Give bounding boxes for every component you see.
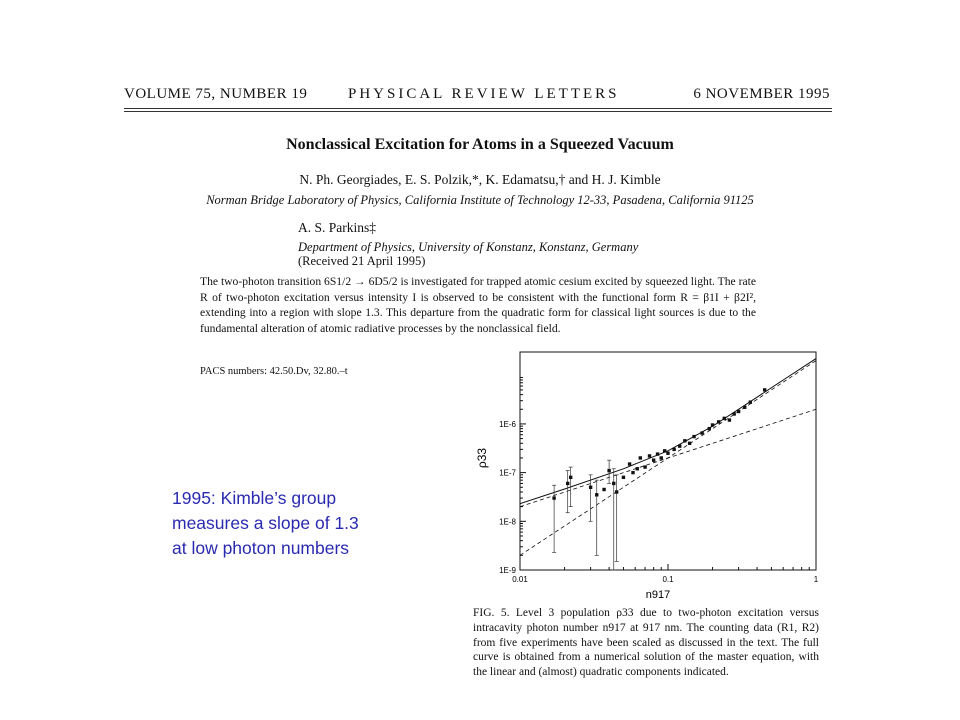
data-point [589, 486, 592, 489]
data-point [639, 456, 642, 459]
data-point [728, 418, 731, 421]
x-tick-label: 1 [813, 575, 819, 584]
data-point [566, 482, 569, 485]
data-point [652, 458, 655, 461]
data-point [749, 400, 752, 403]
author-2: A. S. Parkins‡ [298, 220, 377, 235]
data-point [717, 420, 720, 423]
data-point [723, 417, 726, 420]
data-point [660, 456, 663, 459]
data-point [708, 427, 711, 430]
data-point [622, 476, 625, 479]
data-point [631, 471, 634, 474]
data-point [672, 448, 675, 451]
data-point [643, 465, 646, 468]
slide-note-line: measures a slope of 1.3 [172, 513, 359, 533]
data-point [688, 442, 691, 445]
data-point [602, 488, 605, 491]
slide-note [172, 486, 359, 561]
journal-volume: VOLUME 75, NUMBER 19 [124, 86, 308, 102]
slide-note-line: 1995: Kimble’s group [172, 488, 337, 508]
x-tick-label: 0.1 [662, 575, 674, 584]
y-tick-label: 1E-6 [499, 419, 516, 429]
affiliation-1: Norman Bridge Laboratory of Physics, California Institute of Technology 12-33, Pasadena, California 91125 [206, 193, 754, 207]
data-point [737, 410, 740, 413]
data-point [648, 454, 651, 457]
figure-5-chart [470, 346, 830, 606]
plot-frame [520, 352, 816, 570]
abstract: The two-photon transition 6S1/2 → 6D5/2 is investigated for trapped atomic cesium excited by squeezed light. The rate R of two-photon excitation versus intensity I is observed to be consistent with the functional form R = β1I + β2I², extending into a region with slope 1.3. This departure from the quadratic form for classical light sources is due to the fundamental alteration of atomic radiative processes by the nonclassical field. [200, 275, 756, 335]
data-point [743, 406, 746, 409]
data-point [628, 462, 631, 465]
component-line [520, 361, 816, 556]
received-date: (Received 21 April 1995) [298, 254, 426, 268]
x-tick-label: 0.01 [512, 575, 528, 584]
data-point [683, 439, 686, 442]
x-axis-label: n917 [645, 589, 671, 601]
data-point [552, 496, 555, 499]
slide-note-line: at low photon numbers [172, 538, 350, 558]
data-point [607, 469, 610, 472]
journal-name: PHYSICAL REVIEW LETTERS [348, 86, 620, 102]
data-point [692, 435, 695, 438]
figure-caption: FIG. 5. Level 3 population ρ33 due to two-photon excitation versus intracavity photon number n917 at 917 nm. The counting data (R1, R2) from five experiments have been scaled as discussed in the text. The full curve is obtained from a numerical solution of the master equation, with the linear and (almost) quadratic components indicated. [473, 607, 819, 679]
y-tick-label: 1E-9 [499, 566, 516, 575]
pacs-numbers: PACS numbers: 42.50.Dv, 32.80.–t [200, 366, 348, 377]
data-point [569, 476, 572, 479]
authors: N. Ph. Georgiades, E. S. Polzik,*, K. Edamatsu,† and H. J. Kimble [299, 172, 661, 187]
data-point [711, 423, 714, 426]
paper-title: Nonclassical Excitation for Atoms in a Squeezed Vacuum [286, 136, 674, 153]
data-point [763, 388, 766, 391]
header-rule [124, 108, 832, 109]
fit-curve [520, 359, 816, 504]
data-point [612, 482, 615, 485]
data-point [666, 452, 669, 455]
data-point [636, 467, 639, 470]
data-point [656, 452, 659, 455]
data-point [732, 412, 735, 415]
data-point [663, 449, 666, 452]
journal-date: 6 NOVEMBER 1995 [693, 86, 830, 102]
y-axis-label: ρ33 [475, 447, 489, 469]
data-point [595, 493, 598, 496]
y-tick-label: 1E-7 [499, 468, 516, 478]
data-point [615, 490, 618, 493]
header-rule-2 [124, 111, 832, 112]
data-point [700, 431, 703, 434]
data-point [678, 444, 681, 447]
affiliation-2: Department of Physics, University of Konstanz, Konstanz, Germany [298, 240, 639, 254]
y-tick-label: 1E-8 [499, 517, 516, 527]
